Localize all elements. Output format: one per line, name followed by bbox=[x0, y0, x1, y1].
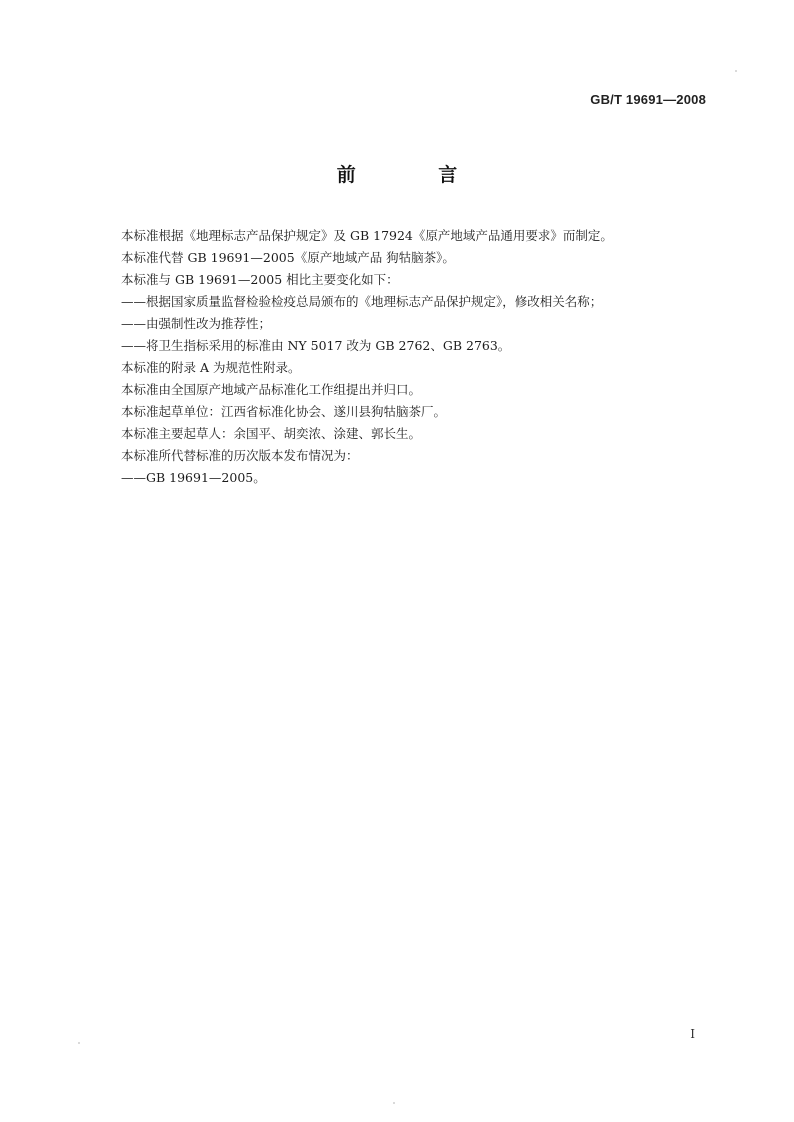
paragraph-basis: 本标准根据《地理标志产品保护规定》及 GB 17924《原产地域产品通用要求》而制定。 bbox=[121, 228, 613, 243]
page-title: 前 言 bbox=[336, 164, 496, 186]
list-item-change-hygiene: ——将卫生指标采用的标准由 NY 5017 改为 GB 2762、GB 2763。 bbox=[121, 338, 511, 353]
paragraph-drafting-units: 本标准起草单位：江西省标准化协会、遂川县狗牯脑茶厂。 bbox=[121, 404, 447, 419]
paragraph-changes-intro: 本标准与 GB 19691—2005 相比主要变化如下： bbox=[121, 272, 399, 287]
paragraph-history-intro: 本标准所代替标准的历次版本发布情况为： bbox=[121, 448, 359, 463]
list-item-change-name: ——根据国家质量监督检验检疫总局颁布的《地理标志产品保护规定》，修改相关名称； bbox=[121, 294, 603, 309]
paragraph-drafters: 本标准主要起草人：余国平、胡奕浓、涂建、郭长生。 bbox=[121, 426, 422, 441]
paragraph-appendix: 本标准的附录 A 为规范性附录。 bbox=[121, 360, 301, 375]
list-item-change-recommended: ——由强制性改为推荐性； bbox=[121, 316, 272, 331]
paragraph-replaces: 本标准代替 GB 19691—2005《原产地域产品 狗牯脑茶》。 bbox=[121, 250, 455, 265]
list-item-history-version: ——GB 19691—2005。 bbox=[121, 470, 266, 485]
scan-speck bbox=[393, 1102, 395, 1104]
page-number: I bbox=[690, 1027, 695, 1041]
standard-code: GB/T 19691—2008 bbox=[590, 92, 706, 107]
scan-speck bbox=[78, 1042, 80, 1044]
foreword-body bbox=[121, 225, 681, 489]
paragraph-proposer: 本标准由全国原产地域产品标准化工作组提出并归口。 bbox=[121, 382, 422, 397]
scan-speck bbox=[735, 70, 737, 72]
